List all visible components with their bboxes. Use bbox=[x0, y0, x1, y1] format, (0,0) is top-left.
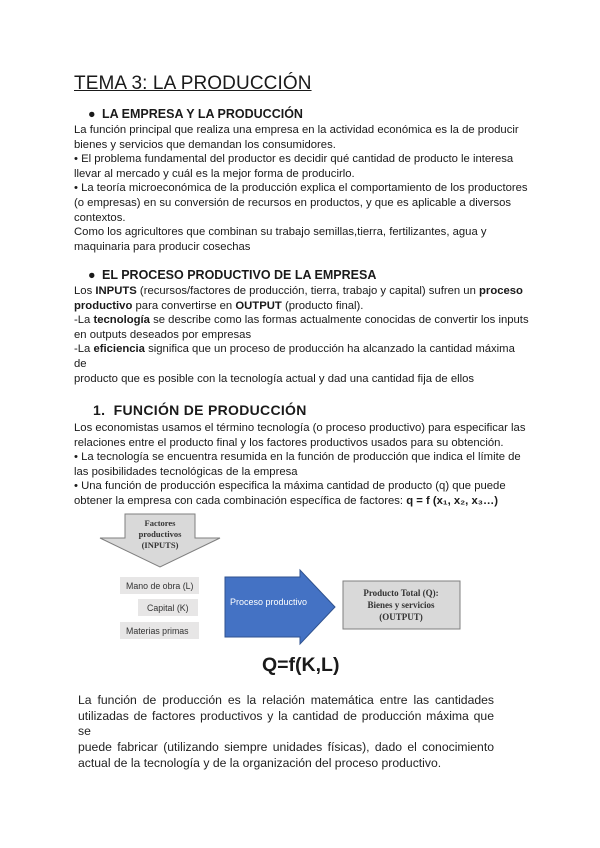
text-line: • La teoría microeconómica de la producción explica el comportamiento de los productores bbox=[74, 182, 528, 195]
production-diagram bbox=[90, 510, 470, 650]
text-line: en outputs deseados por empresas bbox=[74, 328, 252, 341]
text-line: puede fabricar (utilizando siempre unidades físicas), dado el conocimiento bbox=[78, 740, 494, 755]
text-line: • Una función de producción especifica la máxima cantidad de producto (q) que puede bbox=[74, 480, 506, 493]
section-body-proceso bbox=[74, 284, 529, 386]
production-formula-inline: q = f (x₁, x₂, x₃…) bbox=[406, 494, 499, 507]
page-title: TEMA 3: LA PRODUCCIÓN bbox=[74, 73, 312, 94]
output-label-2: Bienes y servicios bbox=[367, 600, 435, 610]
process-label: Proceso productivo bbox=[230, 597, 308, 607]
section-heading-proceso bbox=[88, 268, 376, 282]
text-line: • La tecnología se encuentra resumida en la función de producción que indica el límite de bbox=[74, 451, 521, 464]
section-body-funcion bbox=[74, 421, 534, 509]
factor-labor: Mano de obra (L) bbox=[126, 581, 194, 591]
inputs-label-2: productivos bbox=[138, 529, 182, 539]
text-line: Los economistas usamos el término tecnología (o proceso productivo) para especificar las bbox=[74, 422, 526, 434]
text-line: Como los agricultores que combinan su trabajo semillas,tierra, fertilizantes, agua y bbox=[74, 226, 487, 239]
definition-paragraph bbox=[78, 693, 494, 772]
production-function-formula: Q=f(K,L) bbox=[262, 654, 340, 676]
output-label-3: (OUTPUT) bbox=[379, 612, 423, 622]
section-heading-funcion bbox=[93, 402, 307, 418]
section-heading-text: EL PROCESO PRODUCTIVO DE LA EMPRESA bbox=[102, 268, 377, 282]
section-heading-text: FUNCIÓN DE PRODUCCIÓN bbox=[113, 402, 307, 418]
text-line: La función principal que realiza una empresa en la actividad económica es la de producir bbox=[74, 124, 519, 136]
text-line: -La tecnología se describe como las formas actualmente conocidas de convertir los inputs bbox=[74, 314, 529, 327]
text-line: La función de producción es la relación matemática entre las cantidades bbox=[78, 693, 494, 707]
section-heading-empresa bbox=[88, 107, 303, 121]
text-line: utilizadas de factores productivos y la cantidad de producción máxima que se bbox=[78, 708, 494, 739]
bullet-icon: ● bbox=[88, 107, 96, 121]
section-number: 1. bbox=[93, 402, 106, 418]
text-line: producto que es posible con la tecnología actual y dad una cantidad fija de ellos bbox=[74, 372, 475, 385]
text-line: productivo para convertirse en OUTPUT (producto final). bbox=[74, 299, 364, 312]
process-arrow-shape bbox=[225, 570, 335, 644]
text-line: • El problema fundamental del productor es decidir qué cantidad de producto le interesa bbox=[74, 153, 514, 166]
text-line: llevar al mercado y cuál es la mejor forma de producirlo. bbox=[74, 167, 355, 180]
text-line: actual de la tecnología y de la organización del proceso productivo. bbox=[78, 755, 442, 770]
text-line: -La eficiencia significa que un proceso de producción ha alcanzado la cantidad máxima de bbox=[74, 343, 515, 370]
output-label-1: Producto Total (Q): bbox=[363, 588, 439, 598]
text-line: maquinaria para producir cosechas bbox=[74, 240, 251, 253]
text-line: obtener la empresa con cada combinación específica de factores: q = f (x₁, x₂, x₃…) bbox=[74, 494, 499, 507]
inputs-label-1: Factores bbox=[144, 518, 176, 528]
section-heading-text: LA EMPRESA Y LA PRODUCCIÓN bbox=[102, 107, 303, 121]
text-line: las posibilidades tecnológicas de la empresa bbox=[74, 465, 298, 478]
text-line: relaciones entre el producto final y los factores productivos usados para su obtención. bbox=[74, 436, 504, 449]
inputs-label-3: (INPUTS) bbox=[141, 540, 179, 550]
section-body-empresa bbox=[74, 123, 529, 254]
bullet-icon: ● bbox=[88, 268, 96, 282]
factor-capital: Capital (K) bbox=[147, 603, 189, 613]
text-line: bienes y servicios que demandan los consumidores. bbox=[74, 138, 336, 151]
text-line: Los INPUTS (recursos/factores de producción, tierra, trabajo y capital) sufren un proceso bbox=[74, 285, 523, 297]
factor-materials: Materias primas bbox=[126, 626, 189, 636]
text-line: contextos. bbox=[74, 211, 126, 224]
text-line: (o empresas) en su conversión de recursos en productos, y que es aplicable a diversos bbox=[74, 196, 512, 209]
